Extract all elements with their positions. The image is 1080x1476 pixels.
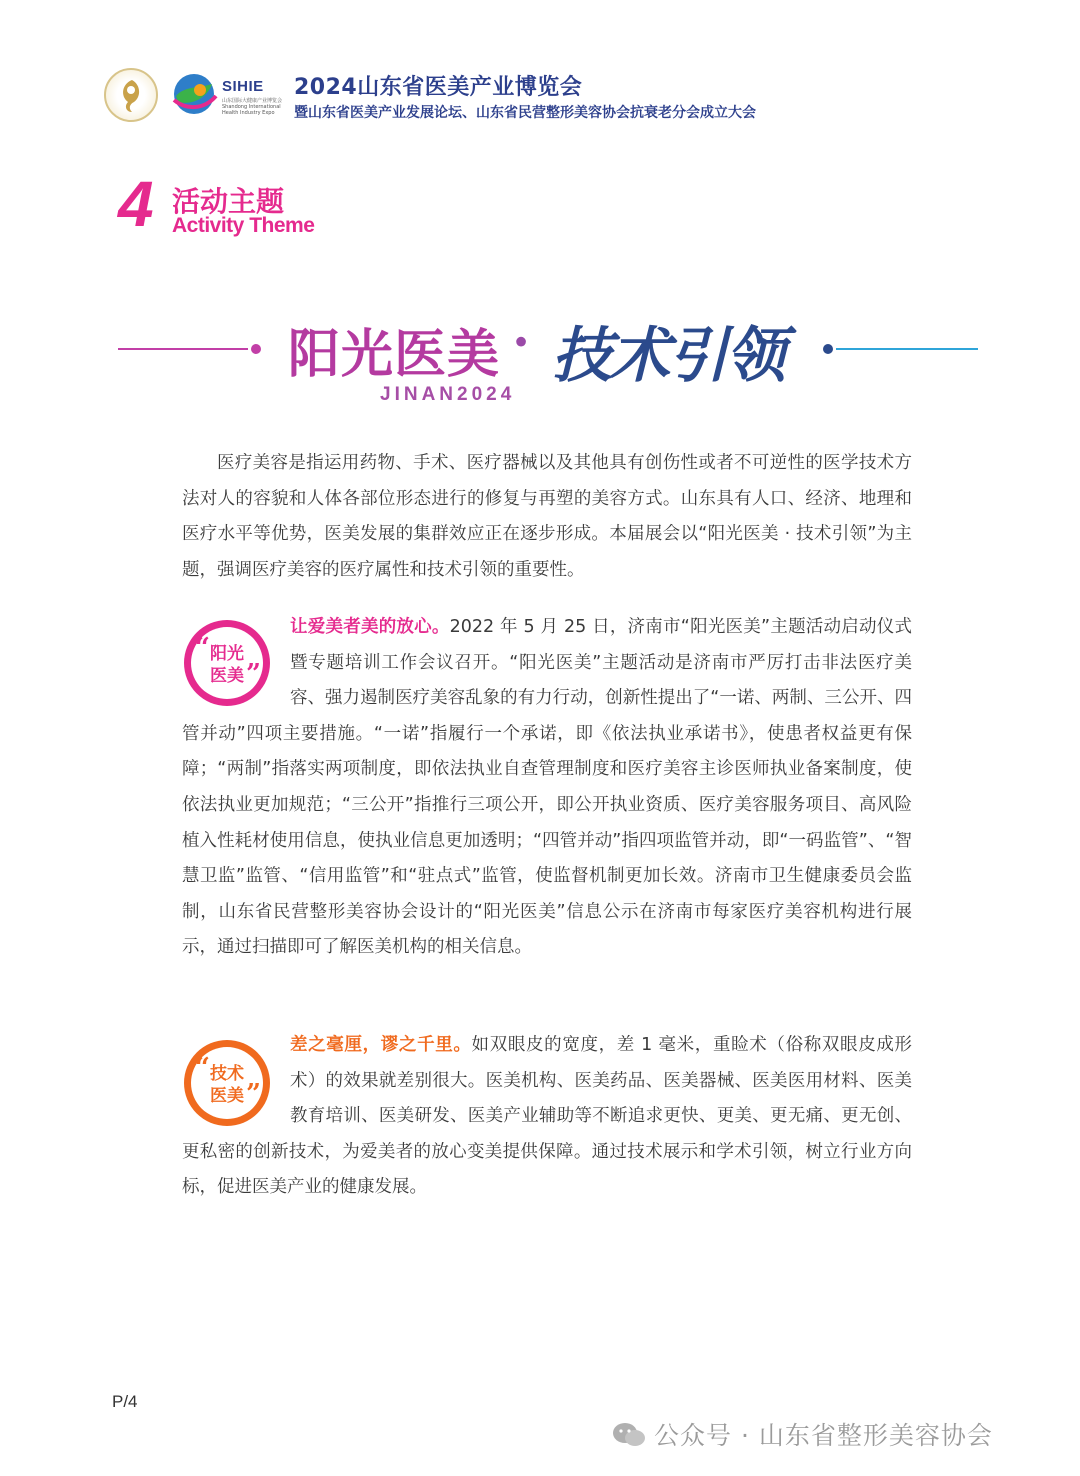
badge-line2: 医美	[210, 1086, 244, 1106]
block2-body: 如双眼皮的宽度，差 1 毫米，重睑术（俗称双眼皮成形术）的效果就差别很大。医美机构、医美药品、医美器械、医美医用材料、医美教育培训、医美研发、医美产业辅助等不断追求更快、更美、更无痛、更无创、更私密的创新技术，为爱美者的放心变美提供保障。通过技术展示和学术引领，树立行业方向标，促进医美产业的健康发展。	[182, 1035, 912, 1198]
quote-open-icon: “	[195, 633, 210, 663]
theme-part-b: 技术引领	[552, 321, 784, 391]
badge-line2: 医美	[210, 666, 244, 686]
quote-open-icon: “	[195, 1053, 210, 1083]
wechat-icon	[612, 1422, 646, 1448]
page-number: P/4	[112, 1392, 138, 1411]
quote-close-icon: ”	[246, 659, 261, 689]
badge-spacer	[182, 610, 290, 682]
intro-paragraph: 医疗美容是指运用药物、手术、医疗器械以及其他具有创伤性或者不可逆性的医学技术方法对人的容貌和人体各部位形态进行的修复与再塑的美容方式。山东具有人口、经济、地理和医疗水平等优势，医美发展的集群效应正在逐步形成。本届展会以“阳光医美 · 技术引领”为主题，强调医疗美容的医疗属性和技术引领的重要性。	[182, 453, 912, 580]
block2-paragraph	[182, 1028, 912, 1206]
sihie-wordmark: SIHIE	[222, 78, 264, 95]
theme-part-a: 阳光医美	[288, 324, 501, 385]
header-title: 2024山东省医美产业博览会	[294, 75, 583, 100]
block2-lead: 差之毫厘，谬之千里。	[290, 1035, 472, 1055]
theme-tagline: JINAN2024	[380, 384, 516, 405]
section-number: 4	[118, 168, 154, 240]
theme-separator: ·	[512, 312, 531, 373]
sihie-subtitle: 山东国际大健康产业博览会 Shandong International Health Industry Expo	[222, 98, 283, 116]
quote-close-icon: ”	[246, 1079, 261, 1109]
badge-line1: 阳光	[210, 644, 244, 664]
badge-spacer	[182, 1028, 290, 1100]
block1-lead: 让爱美者美的放心。	[290, 617, 450, 637]
section-title-cn: 活动主题	[172, 185, 285, 218]
block1-paragraph	[182, 610, 912, 966]
badge-line1: 技术	[210, 1064, 244, 1084]
watermark-text: 公众号 · 山东省整形美容协会	[654, 1421, 993, 1450]
block1-body: 2022 年 5 月 25 日，济南市“阳光医美”主题活动启动仪式暨专题培训工作会议召开。“阳光医美”主题活动是济南市严厉打击非法医疗美容、强力遏制医疗美容乱象的有力行动，创新性提出了“一诺、两制、三公开、四管并动”四项主要措施。“一诺”指履行一个承诺，即《依法执业承诺书》，使患者权益更有保障；“两制”指落实两项制度，即依法执业自查管理制度和医疗美容主诊医师执业备案制度，使依法执业更加规范；“三公开”指推行三项公开，即公开执业资质、医疗美容服务项目、高风险植入性耗材使用信息，使执业信息更加透明；“四管并动”指四项监管并动，即“一码监管”、“智慧卫监”监管、“信用监管”和“驻点式”监管，使监督机制更加长效。济南市卫生健康委员会监制，山东省民营整形美容协会设计的“阳光医美”信息公示在济南市每家医疗美容机构进行展示，通过扫描即可了解医美机构的相关信息。	[182, 617, 913, 958]
section-title-en: Activity Theme	[172, 214, 315, 237]
header-subtitle: 暨山东省医美产业发展论坛、山东省民营整形美容协会抗衰老分会成立大会	[294, 105, 756, 121]
